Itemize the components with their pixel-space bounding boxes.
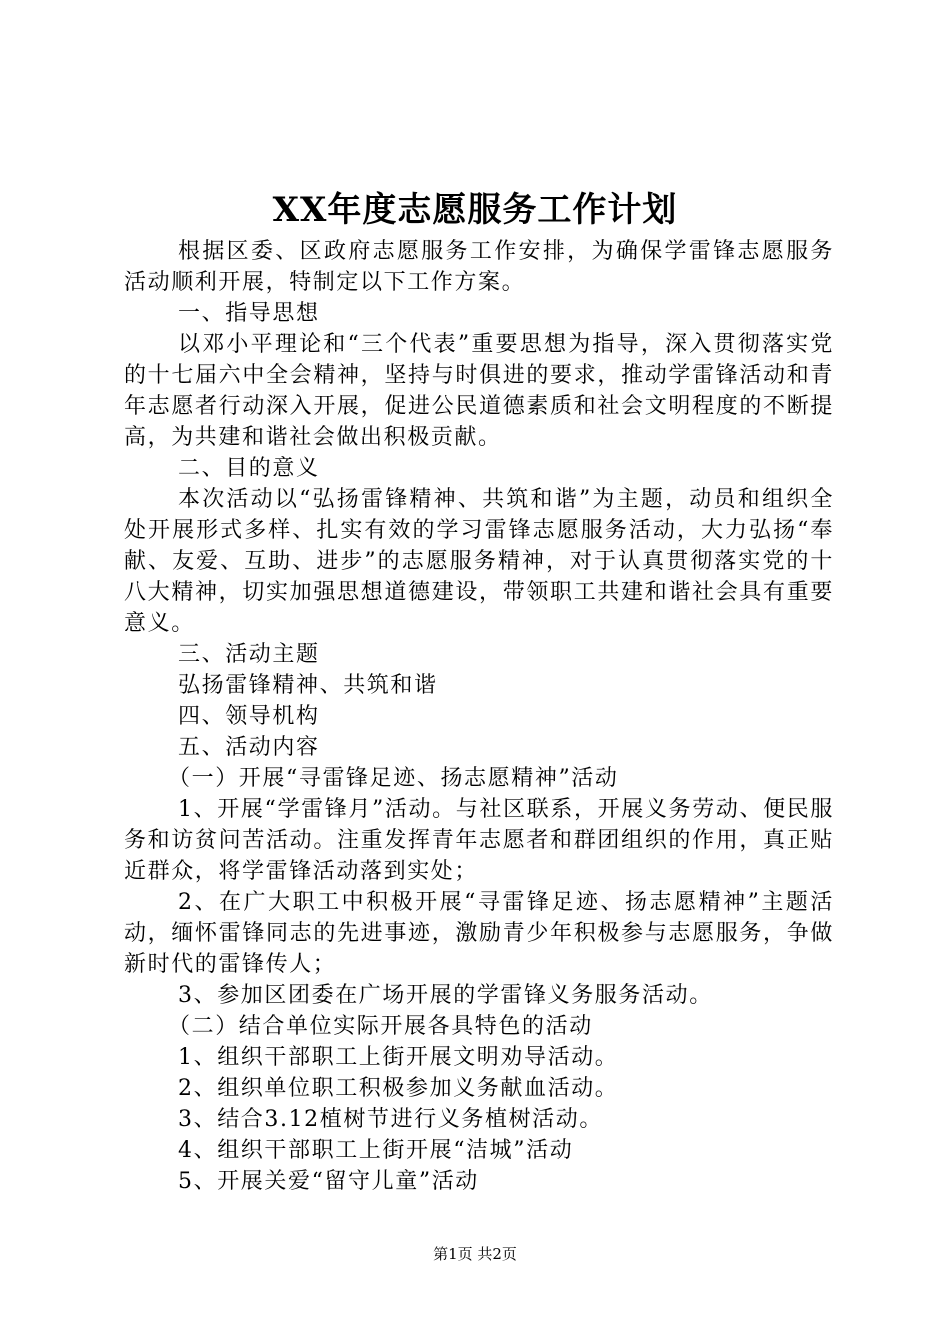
section-heading-activities: 五、活动内容 bbox=[178, 735, 320, 760]
list-item: 2、组织单位职工积极参加义务献血活动。 bbox=[178, 1076, 619, 1101]
section-heading-theme: 三、活动主题 bbox=[178, 642, 320, 667]
list-item: 1、组织干部职工上街开展文明劝导活动。 bbox=[178, 1045, 619, 1070]
subsection-heading-2: （二）结合单位实际开展各具特色的活动 bbox=[168, 1014, 593, 1039]
section-heading-guiding-thought: 一、指导思想 bbox=[178, 301, 320, 326]
intro-paragraph: 根据区委、区政府志愿服务工作安排，为确保学雷锋志愿服务活动顺利开展，特制定以下工作方案。 bbox=[124, 239, 834, 295]
section-heading-leadership: 四、领导机构 bbox=[178, 704, 320, 729]
list-item: 3、参加区团委在广场开展的学雷锋义务服务活动。 bbox=[178, 983, 713, 1008]
document-title: XX年度志愿服务工作计划 bbox=[272, 190, 678, 230]
theme-paragraph: 弘扬雷锋精神、共筑和谐 bbox=[178, 673, 438, 698]
list-item: 3、结合3.12植树节进行义务植树活动。 bbox=[178, 1107, 603, 1132]
list-item: 2、在广大职工中积极开展“寻雷锋足迹、扬志愿精神”主题活动，缅怀雷锋同志的先进事迹，激励青少年积极参与志愿服务，争做新时代的雷锋传人； bbox=[124, 890, 834, 977]
guiding-thought-paragraph: 以邓小平理论和“三个代表”重要思想为指导，深入贯彻落实党的十七届六中全会精神，坚持与时俱进的要求，推动学雷锋活动和青年志愿者行动深入开展，促进公民道德素质和社会文明程度的不断提高，为共建和谐社会做出积极贡献。 bbox=[124, 332, 834, 450]
list-item: 5、开展关爱“留守儿童”活动 bbox=[178, 1169, 479, 1194]
page-number-footer: 第1页 共2页 bbox=[433, 1245, 517, 1263]
document-body bbox=[124, 236, 834, 1197]
list-item: 4、组织干部职工上街开展“洁城”活动 bbox=[178, 1138, 574, 1163]
section-heading-purpose: 二、目的意义 bbox=[178, 456, 320, 481]
subsection-heading-1: （一）开展“寻雷锋足迹、扬志愿精神”活动 bbox=[168, 766, 619, 791]
purpose-paragraph: 本次活动以“弘扬雷锋精神、共筑和谐”为主题，动员和组织全处开展形式多样、扎实有效的学习雷锋志愿服务活动，大力弘扬“奉献、友爱、互助、进步”的志愿服务精神，对于认真贯彻落实党的十八大精神，切实加强思想道德建设，带领职工共建和谐社会具有重要意义。 bbox=[124, 487, 834, 636]
list-item: 1、开展“学雷锋月”活动。与社区联系，开展义务劳动、便民服务和访贫问苦活动。注重发挥青年志愿者和群团组织的作用，真正贴近群众，将学雷锋活动落到实处； bbox=[124, 797, 834, 884]
